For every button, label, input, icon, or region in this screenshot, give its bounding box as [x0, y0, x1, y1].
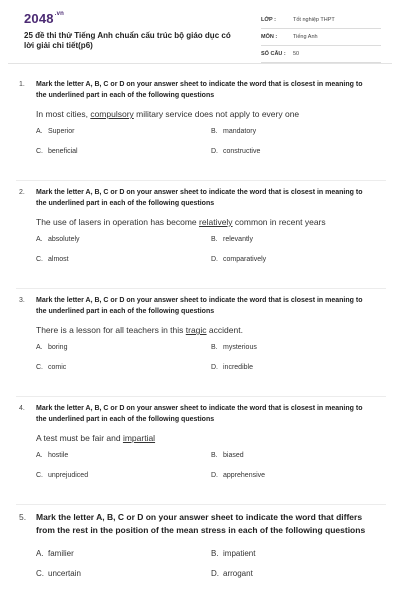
option-a[interactable]: A. familier — [36, 549, 74, 558]
option-b[interactable]: B. relevantly — [211, 236, 253, 243]
exam-meta — [261, 14, 381, 65]
page-header — [8, 0, 392, 64]
option-c[interactable]: C. uncertain — [36, 569, 81, 578]
option-c[interactable]: C. comic — [36, 364, 67, 371]
divider — [16, 180, 386, 181]
option-c[interactable]: C. almost — [36, 256, 69, 263]
meta-row-subject — [261, 31, 381, 46]
meta-key: MÔN : — [261, 34, 278, 40]
answer-options — [16, 452, 371, 488]
option-d[interactable]: D. arrogant — [211, 569, 253, 578]
option-a[interactable]: A. boring — [36, 344, 68, 351]
question-prompt: 2. Mark the letter A, B, C or D on your answer sheet to indicate the word that is closest in meaning to the underlined part in each of the following questions — [19, 189, 363, 207]
question-prompt: 3. Mark the letter A, B, C or D on your answer sheet to indicate the word that is closest in meaning to the underlined part in each of the following questions — [19, 297, 363, 315]
underlined-word: relatively — [199, 217, 233, 227]
question-sentence: The use of lasers in operation has become relatively common in recent years — [36, 217, 326, 227]
option-c[interactable]: C. beneficial — [36, 148, 78, 155]
question-prompt: 4. Mark the letter A, B, C or D on your answer sheet to indicate the word that is closest in meaning to the underlined part in each of the following questions — [19, 405, 363, 423]
question-number: 5. — [19, 512, 27, 522]
question-5 — [16, 511, 371, 585]
question-2 — [16, 187, 371, 272]
meta-key: LỚP : — [261, 17, 276, 23]
meta-value: Tốt nghiệp THPT — [293, 17, 335, 23]
option-d[interactable]: D. incredible — [211, 364, 253, 371]
question-sentence: There is a lesson for all teachers in this tragic accident. — [36, 325, 243, 335]
question-3 — [16, 295, 371, 380]
question-4 — [16, 403, 371, 488]
site-logo[interactable]: $2048^{.vn}$ — [24, 11, 65, 26]
question-sentence: In most cities, compulsory military service does not apply to every one — [36, 109, 300, 119]
question-number: 1. — [19, 81, 25, 88]
divider — [16, 504, 386, 505]
question-number: 4. — [19, 405, 25, 412]
divider — [16, 288, 386, 289]
option-d[interactable]: D. constructive — [211, 148, 261, 155]
question-number: 3. — [19, 297, 25, 304]
option-b[interactable]: B. impatient — [211, 549, 256, 558]
meta-key: SỐ CÂU : — [261, 51, 286, 57]
meta-row-count — [261, 48, 381, 63]
question-sentence: A test must be fair and impartial — [36, 433, 156, 443]
question-number: 2. — [19, 189, 25, 196]
option-d[interactable]: D. apprehensive — [211, 472, 266, 479]
question-prompt: 1. Mark the letter A, B, C or D on your answer sheet to indicate the word that is closest in meaning to the underlined part in each of the following questions — [19, 81, 363, 99]
answer-options — [16, 128, 371, 164]
option-c[interactable]: C. unprejudiced — [36, 472, 89, 479]
question-1 — [16, 79, 371, 164]
meta-row-class — [261, 14, 381, 29]
option-b[interactable]: B. mandatory — [211, 128, 257, 135]
question-prompt: 5. Mark the letter A, B, C or D on your answer sheet to indicate the word that differs from the rest in the position of the mean stress in each of the following questions — [19, 512, 366, 535]
divider — [16, 396, 386, 397]
exam-title: 25 đề thi thử Tiếng Anh chuẩn cấu trúc bộ giáo dục có lời giải chi tiết(p6) — [24, 31, 231, 50]
answer-options — [16, 236, 371, 272]
option-a[interactable]: A. hostile — [36, 452, 69, 459]
option-b[interactable]: B. mysterious — [211, 344, 257, 351]
meta-value: Tiếng Anh — [293, 34, 318, 40]
meta-value: 50 — [293, 51, 300, 57]
option-b[interactable]: B. biased — [211, 452, 244, 459]
answer-options — [16, 549, 371, 585]
option-a[interactable]: A. absolutely — [36, 236, 80, 243]
answer-options — [16, 344, 371, 380]
option-a[interactable]: A. Superior — [36, 128, 75, 135]
option-d[interactable]: D. comparatively — [211, 256, 267, 263]
underlined-word: tragic — [185, 325, 207, 335]
underlined-word: compulsory — [90, 109, 134, 119]
underlined-word: impartial — [122, 433, 156, 443]
